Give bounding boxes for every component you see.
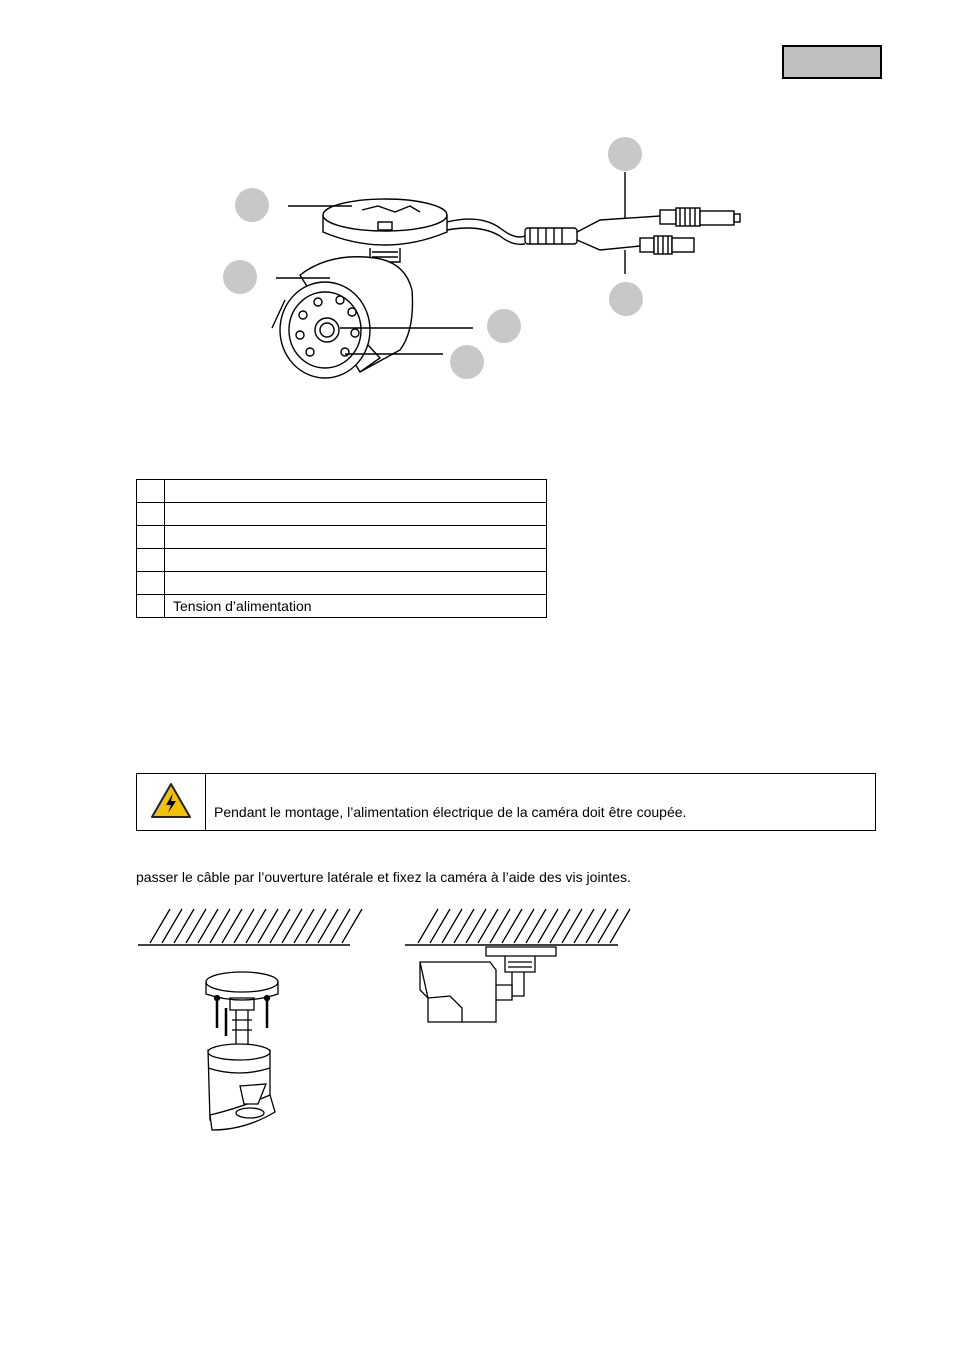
mounting-instruction-text: passer le câble par l’ouverture latérale et fixez la caméra à l’aide des vis jointes. — [136, 869, 631, 885]
part-label-cell: Tension d’alimentation — [165, 595, 547, 618]
warning-text: Pendant le montage, l’alimentation électrique de la caméra doit être coupée. — [214, 804, 687, 820]
